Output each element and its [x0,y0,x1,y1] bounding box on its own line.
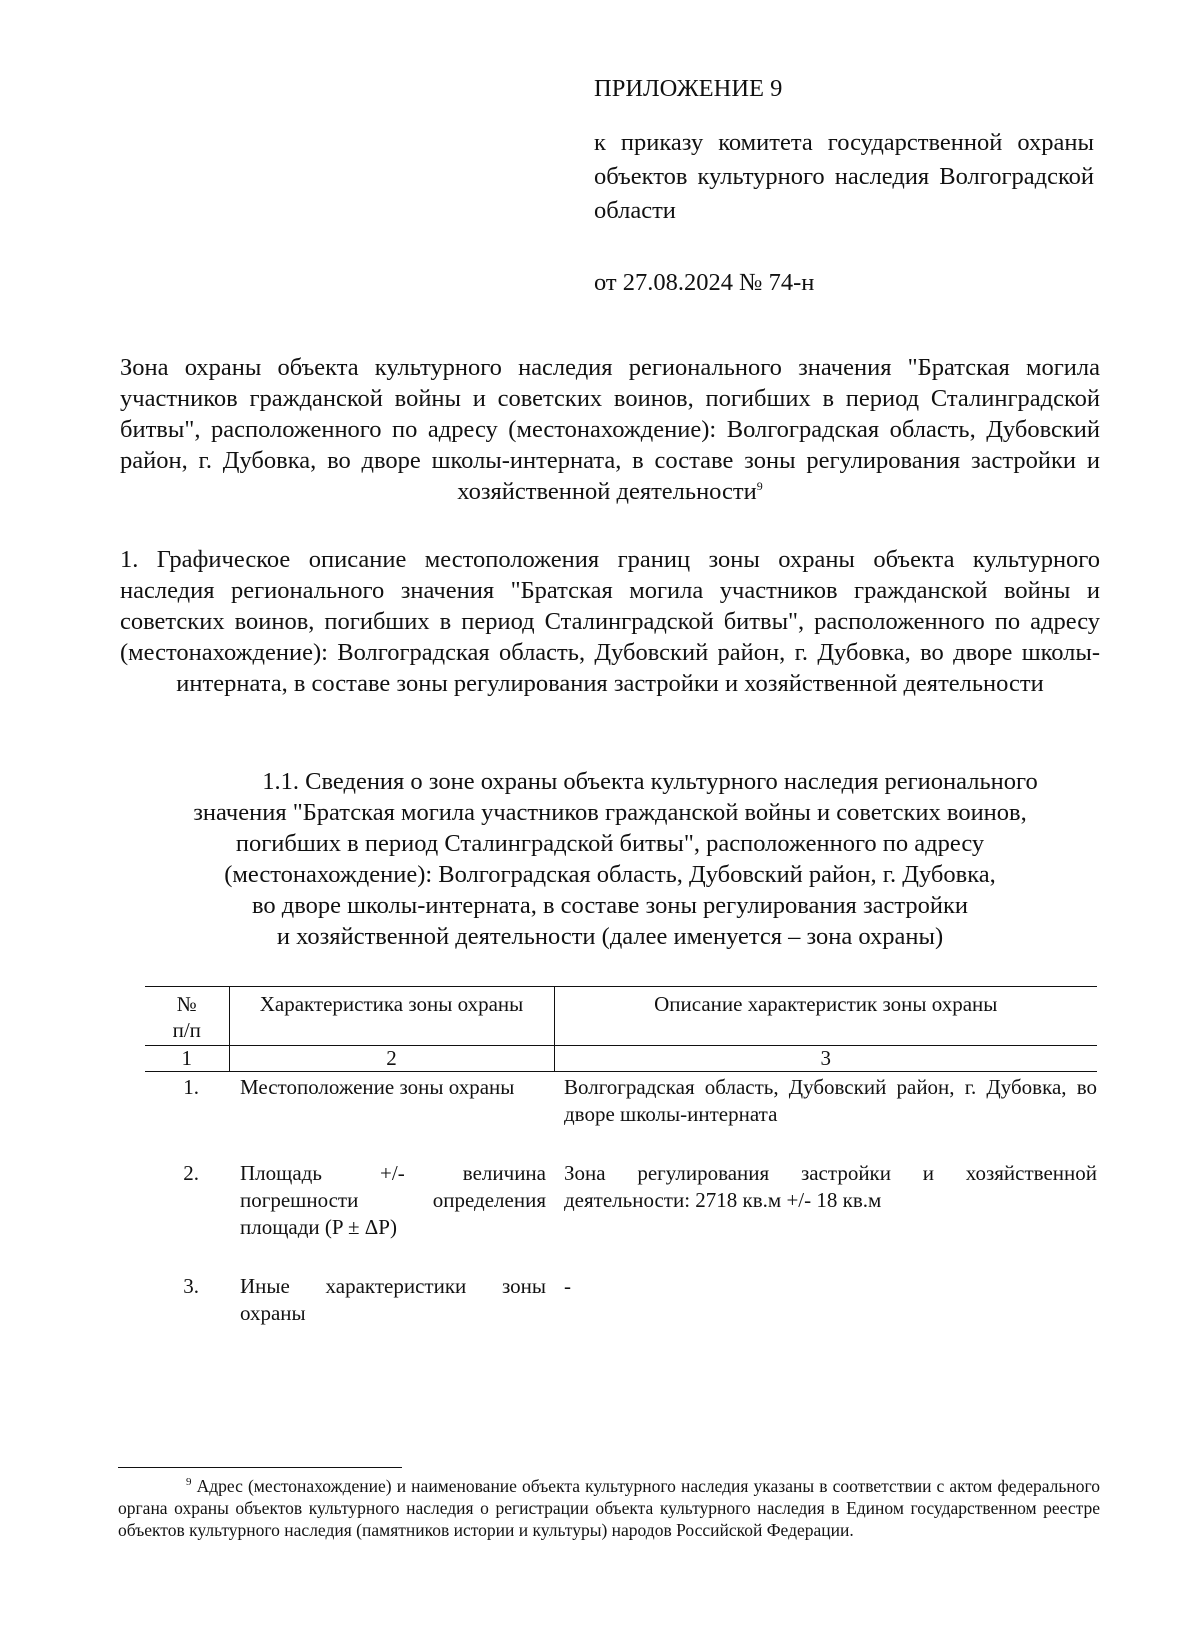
row-number: 1. [183,1075,199,1099]
column-number: 1 [145,1046,229,1072]
subsection-line: значения "Братская могила участников гражданской войны и советских воинов, [193,799,1027,826]
row-number: 2. [183,1161,199,1185]
subsection-line: 1.1. Сведения о зоне охраны объекта культурного наследия регионального [262,768,1038,795]
zone-title-footnote-mark: 9 [756,478,763,493]
row-description: Волгоградская область, Дубовский район, г. Дубовка, во дворе школы-интерната [564,1075,1097,1126]
header-characteristic: Характеристика зоны охраны [229,987,554,1046]
header-number-pp: п/п [172,1018,201,1042]
footnote-mark: 9 [186,1476,192,1489]
table-row [145,1271,1097,1357]
footnote [118,1475,1100,1541]
row-number: 3. [183,1274,199,1298]
footnote-separator [118,1467,402,1468]
appendix-date-number: от 27.08.2024 № 74-н [594,269,815,296]
column-number: 3 [554,1046,1097,1072]
subsection-line: во дворе школы-интерната, в составе зоны регулирования застройки [251,892,969,919]
appendix-title: ПРИЛОЖЕНИЕ 9 [594,75,783,102]
header-number-sign: № [176,992,197,1016]
section-1-heading: 1. Графическое описание местоположения границ зоны охраны объекта культурного наследия регионального значения "Братская могила участников гражданской войны и советских воинов, погибших в период Сталинградской битвы", расположенного по адресу (местонахождение): Волгоградская область, Дубовский район, г. Дубовка, во дворе школы-интерната, в составе зоны регулирования застройки и хозяйственной деятельности [120,546,1100,697]
zone-title-text: Зона охраны объекта культурного наследия регионального значения "Братская могила участников гражданской войны и советских воинов, погибших в период Сталинградской битвы", расположенного по адресу (местонахождение): Волгоградская область, Дубовский район, г. Дубовка, во дворе школы-интерната, в составе зоны регулирования застройки и хозяйственной деятельности [120,354,1100,505]
appendix-header [594,72,1094,300]
appendix-order-reference: к приказу комитета государственной охраны объектов культурного наследия Волгоградской области [594,129,1094,224]
row-characteristic: Иные характеристики зоны охраны [240,1274,546,1325]
header-description: Описание характеристик зоны охраны [554,987,1097,1046]
row-characteristic: Площадь +/- величина погрешности определения площади (P ± ΔP) [240,1161,546,1239]
subsection-line: (местонахождение): Волгоградская область, Дубовский район, г. Дубовка, [224,861,996,888]
table-header-row [145,987,1097,1046]
header-number [145,987,229,1046]
subsection-1-1-heading [150,766,1070,952]
table-column-numbers-row [145,1046,1097,1072]
row-characteristic: Местоположение зоны охраны [240,1075,515,1099]
column-number: 2 [229,1046,554,1072]
subsection-line: и хозяйственной деятельности (далее именуется – зона охраны) [276,923,944,950]
zone-characteristics-table [145,986,1097,1357]
zone-title [120,352,1100,507]
row-description: - [564,1274,571,1298]
footnote-text: Адрес (местонахождение) и наименование объекта культурного наследия указаны в соответствии с актом федерального органа охраны объектов культурного наследия о регистрации объекта культурного наследия в Едином государственном реестре объектов культурного наследия (памятников истории и культуры) народов Российской Федерации. [118,1476,1100,1540]
row-description: Зона регулирования застройки и хозяйственной деятельности: 2718 кв.м +/- 18 кв.м [564,1161,1097,1212]
subsection-line: погибших в период Сталинградской битвы", расположенного по адресу [235,830,985,857]
table-row [145,1072,1097,1159]
table-row [145,1158,1097,1271]
